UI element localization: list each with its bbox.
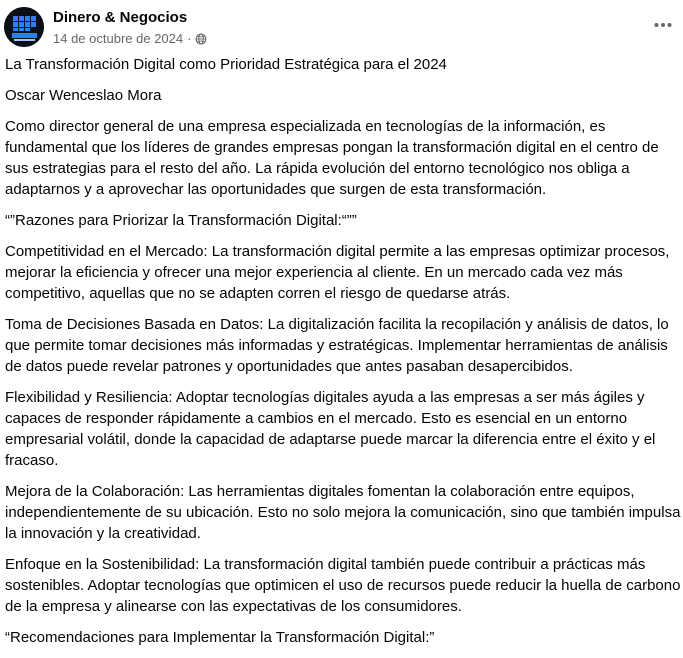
post-paragraph: Flexibilidad y Resiliencia: Adoptar tecnologías digitales ayuda a las empresas a ser más ágiles y capaces de responder rápidamente a cambios en el mercado. Esto es esencial en un entorno empresarial volátil, donde la capacidad de adaptarse puede marcar la diferencia entre el éxito y el fracaso. — [5, 389, 656, 469]
post-section-heading: “”Razones para Priorizar la Transformación Digital:“”” — [5, 212, 357, 229]
post-meta — [53, 31, 207, 46]
post-body — [5, 54, 681, 658]
meta-separator: · — [187, 31, 192, 46]
page-avatar[interactable] — [4, 7, 44, 47]
post-section-heading: “Recomendaciones para Implementar la Transformación Digital:” — [5, 629, 435, 646]
post-author-line: Oscar Wenceslao Mora — [5, 87, 162, 104]
more-options-button[interactable] — [650, 12, 676, 38]
post-paragraph: Toma de Decisiones Basada en Datos: La digitalización facilita la recopilación y análisis de datos, lo que permite tomar decisiones más informadas y estratégicas. Implementar herramientas de análisis de datos puede revelar patrones y oportunidades que antes pasaban desapercibidos. — [5, 316, 669, 375]
globe-icon[interactable] — [195, 33, 207, 45]
more-options-icon — [654, 22, 672, 28]
post-paragraph: Mejora de la Colaboración: Las herramientas digitales fomentan la colaboración entre equipos, independientemente de su ubicación. Esto no solo mejora la comunicación, sino que también impulsa la innovación y la creatividad. — [5, 483, 681, 542]
post-paragraph: Como director general de una empresa especializada en tecnologías de la información, es fundamental que los líderes de grandes empresas pongan la transformación digital en el centro de sus estrategias para el resto del año. La rápida evolución del entorno tecnológico nos obliga a adaptarnos y a aprovechar las oportunidades que surgen de esta transformación. — [5, 118, 659, 198]
post-paragraph: Competitividad en el Mercado: La transformación digital permite a las empresas optimizar procesos, mejorar la eficiencia y ofrecer una mejor experiencia al cliente. En un mercado cada vez más competitivo, aquellas que no se adapten corren el riesgo de quedarse atrás. — [5, 243, 670, 302]
page-name-link[interactable]: Dinero & Negocios — [53, 9, 188, 26]
post-paragraph: Enfoque en la Sostenibilidad: La transformación digital también puede contribuir a prácticas más sostenibles. Adoptar tecnologías que optimicen el uso de recursos puede reducir la huella de carbono de la empresa y alinearse con las expectativas de los consumidores. — [5, 556, 681, 615]
post-date-link[interactable]: 14 de octubre de 2024 — [53, 31, 184, 46]
post-title: La Transformación Digital como Prioridad Estratégica para el 2024 — [5, 56, 447, 73]
dinero-negocios-logo — [4, 7, 44, 47]
post-header — [0, 0, 683, 54]
